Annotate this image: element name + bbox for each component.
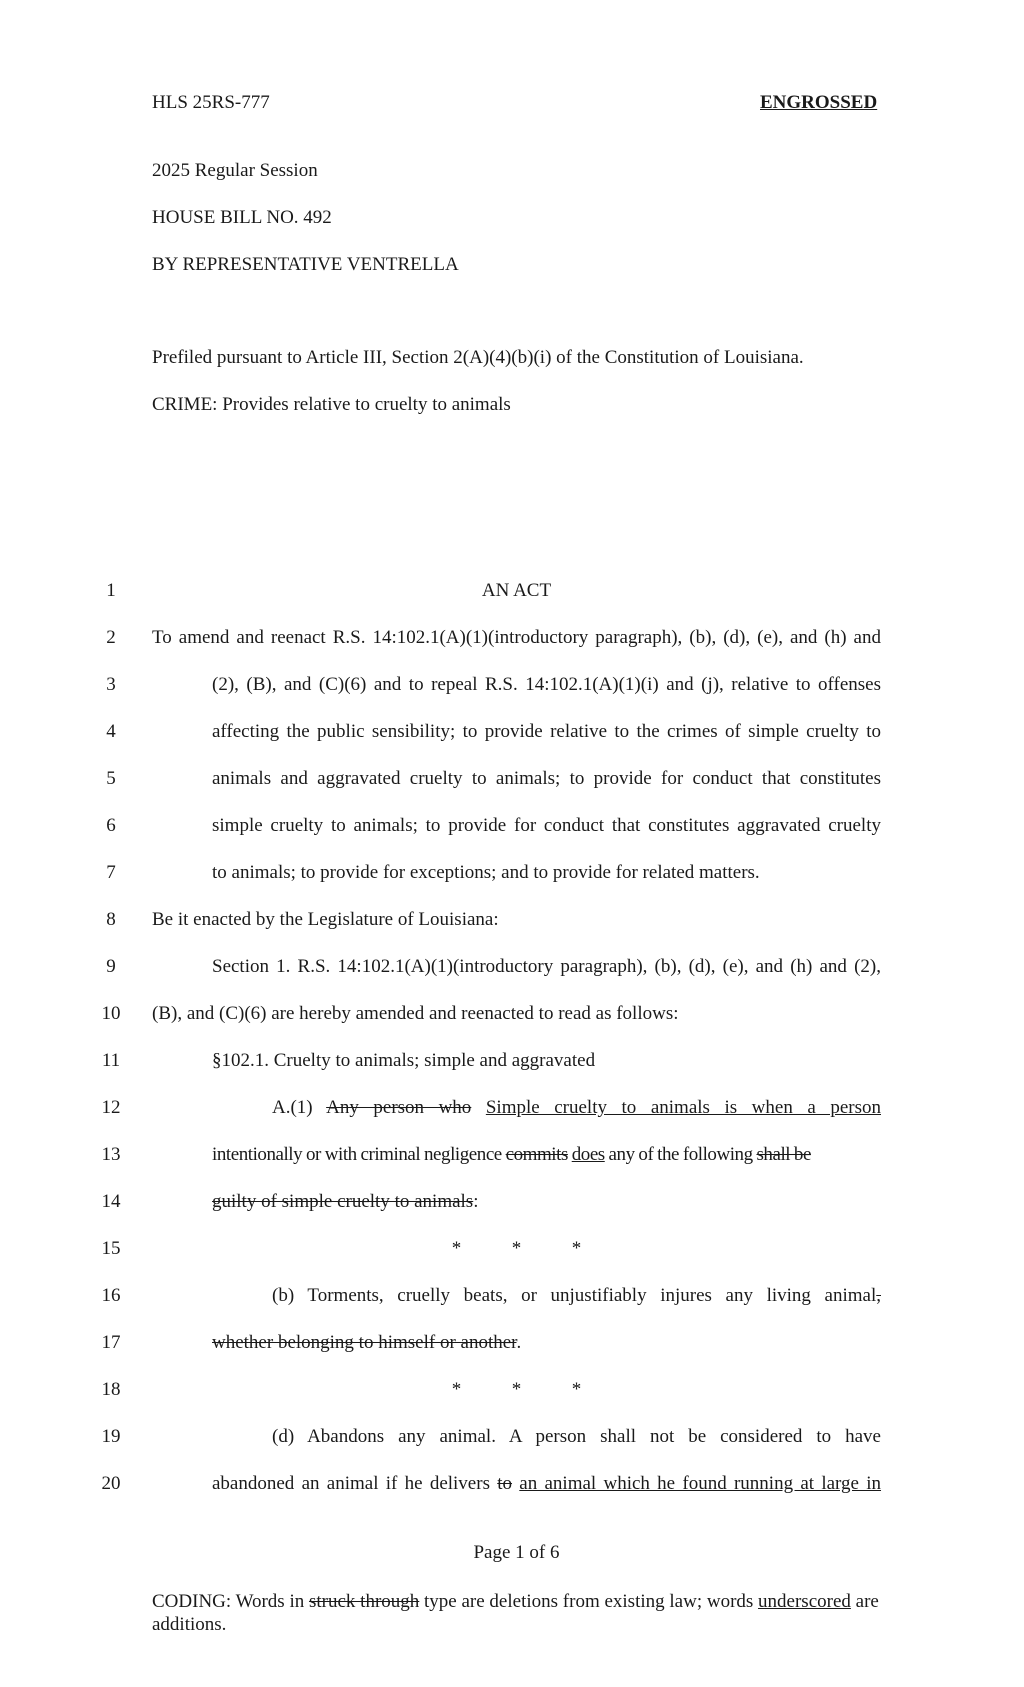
line-number: 4 [106, 721, 116, 742]
text-line-6: simple cruelty to animals; to provide for conduct that constitutes aggravated cruelty [212, 815, 881, 836]
engrossed-status: ENGROSSED [760, 92, 878, 113]
line-number: 16 [101, 1285, 121, 1306]
prefiled-line: Prefiled pursuant to Article III, Section 2(A)(4)(b)(i) of the Constitution of Louisiana. [152, 347, 804, 368]
line-number: 20 [101, 1473, 121, 1494]
deleted-text: guilty of simple cruelty to animals [212, 1191, 474, 1212]
text-line-5: animals and aggravated cruelty to animals; to provide for conduct that constitutes [212, 768, 881, 789]
line-number: 14 [101, 1191, 121, 1212]
deleted-text: to [497, 1473, 513, 1494]
text-line-10: (B), and (C)(6) are hereby amended and reenacted to read as follows: [152, 1003, 679, 1024]
line-number: 2 [106, 627, 116, 648]
act-title: AN ACT [481, 580, 552, 601]
line-number: 18 [101, 1379, 121, 1400]
line-number: 17 [101, 1332, 121, 1353]
text-line-2: To amend and reenact R.S. 14:102.1(A)(1)(introductory paragraph), (b), (d), (e), and (h) and [152, 627, 881, 648]
enacting-clause: Be it enacted by the Legislature of Louisiana: [152, 909, 499, 930]
line-number: 15 [101, 1238, 121, 1259]
text-line-4: affecting the public sensibility; to provide relative to the crimes of simple cruelty to [212, 721, 881, 742]
line-number: 19 [101, 1426, 121, 1447]
text-line-3: (2), (B), and (C)(6) and to repeal R.S. 14:102.1(A)(1)(i) and (j), relative to offenses [212, 674, 881, 695]
text-line-12: A.(1) Any person who Simple cruelty to animals is when a person [272, 1097, 881, 1118]
line-number: 1 [106, 580, 116, 601]
text-line-14: guilty of simple cruelty to animals: [212, 1191, 479, 1212]
deleted-text: shall be [756, 1144, 811, 1165]
page-number: Page 1 of 6 [473, 1542, 560, 1563]
text-line-19: (d) Abandons any animal. A person shall not be considered to have [272, 1426, 881, 1447]
text-line-7: to animals; to provide for exceptions; and to provide for related matters. [212, 862, 760, 883]
line-number: 3 [106, 674, 116, 695]
bill-code: HLS 25RS-777 [152, 92, 270, 113]
text-line-16: (b) Torments, cruelly beats, or unjustifiably injures any living animal, [272, 1285, 881, 1306]
coding-note: CODING: Words in struck through type are deletions from existing law; words underscored are additions. [152, 1591, 879, 1635]
line-number: 13 [101, 1144, 121, 1165]
deleted-text: whether belonging to himself or another [212, 1332, 517, 1353]
deleted-text: Any person who [326, 1097, 472, 1118]
omission-stars: * * * [451, 1238, 582, 1259]
line-number: 11 [101, 1050, 121, 1071]
text-line-20: abandoned an animal if he delivers to an animal which he found running at large in [212, 1473, 882, 1494]
deleted-text: commits [505, 1144, 568, 1165]
line-number: 10 [101, 1003, 121, 1024]
added-text: does [571, 1144, 605, 1165]
text-line-9: Section 1. R.S. 14:102.1(A)(1)(introductory paragraph), (b), (d), (e), and (h) and (2), [212, 956, 881, 977]
deleted-text: , [876, 1285, 881, 1306]
subject-line: CRIME: Provides relative to cruelty to animals [152, 394, 511, 415]
added-text: Simple cruelty to animals is when a person [485, 1097, 881, 1118]
section-heading: §102.1. Cruelty to animals; simple and aggravated [212, 1050, 596, 1071]
line-number: 5 [106, 768, 116, 789]
line-number: 7 [106, 862, 116, 883]
text-line-13: intentionally or with criminal negligence commits does any of the following shall be [212, 1144, 811, 1165]
deleted-text: struck through [308, 1591, 420, 1612]
line-number: 8 [106, 909, 116, 930]
line-number: 12 [101, 1097, 121, 1118]
bill-number: HOUSE BILL NO. 492 [152, 207, 332, 228]
author-line: BY REPRESENTATIVE VENTRELLA [152, 254, 459, 275]
session-line: 2025 Regular Session [152, 160, 318, 181]
line-number: 9 [106, 956, 116, 977]
text-line-17: whether belonging to himself or another. [212, 1332, 522, 1353]
line-number: 6 [106, 815, 116, 836]
added-text: an animal which he found running at large in [519, 1473, 882, 1494]
omission-stars: * * * [451, 1379, 582, 1400]
added-text: underscored [758, 1591, 851, 1612]
